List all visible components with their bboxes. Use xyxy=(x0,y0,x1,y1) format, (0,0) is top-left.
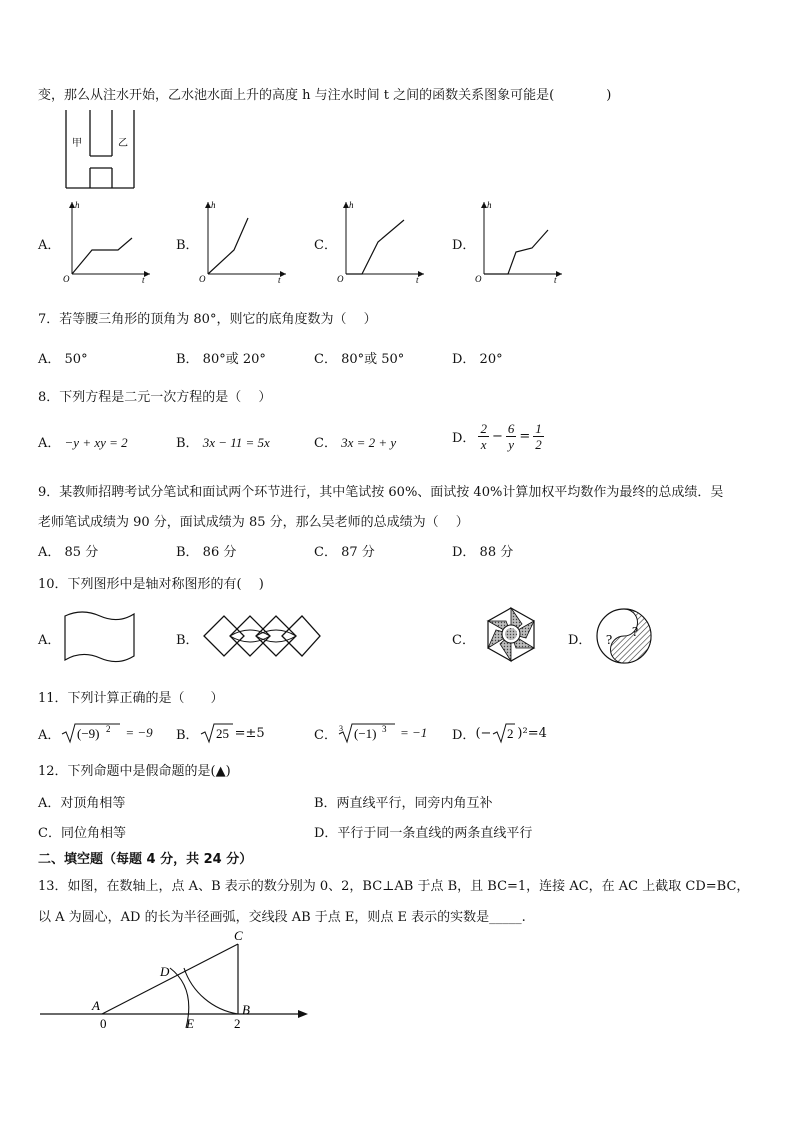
q8-label-a: A． xyxy=(38,436,61,451)
q11-option-b: B． 25 =±5 xyxy=(176,722,265,744)
q7-text: 7．若等腰三角形的顶角为 80°，则它的底角度数为（ ） xyxy=(38,312,377,327)
svg-text:(−1): (−1) xyxy=(353,726,377,741)
label-zero: 0 xyxy=(100,1016,107,1031)
q12-option-a: A．对顶角相等 xyxy=(38,796,126,811)
svg-text:t: t xyxy=(554,275,557,285)
svg-text:2: 2 xyxy=(106,724,111,734)
q12-option-c: C．同位角相等 xyxy=(38,826,126,841)
q10-figure-c-pinwheel xyxy=(482,606,540,664)
q8-option-d: D． $\frac{2}{x}$ − $\frac{6}{y}$ = $\frac{1}{2}$ xyxy=(452,420,542,452)
q6-text: 变，那么从注水开始，乙水池水面上升的高度 h 与注水时间 t 之间的函数关系图象可能是( ) xyxy=(38,88,612,103)
q8-label-b: B． xyxy=(176,436,199,451)
q13-number-line-figure xyxy=(38,928,310,1032)
q12-text: 12．下列命题中是假命题的是(▲) xyxy=(38,764,231,779)
q8-option-a xyxy=(38,432,128,451)
q7-option-c: C． 80°或 50° xyxy=(314,352,405,367)
q8-eq-a: −y + xy = 2 xyxy=(64,435,128,450)
q8-option-c xyxy=(314,432,396,451)
q10-option-b: B． xyxy=(176,633,199,648)
q6-graph-a xyxy=(60,198,155,286)
svg-text:h: h xyxy=(349,200,354,210)
q12-option-b: B．两直线平行，同旁内角互补 xyxy=(314,796,493,811)
q8-text: 8．下列方程是二元一次方程的是（ ） xyxy=(38,390,272,405)
q7-option-b: B． 80°或 20° xyxy=(176,352,266,367)
tank-label-yi: 乙 xyxy=(118,138,128,149)
q10-option-d: D． xyxy=(568,633,592,648)
q11-sqrt-b xyxy=(199,722,235,744)
q8-frac-2: $\frac{6}{y}$ xyxy=(507,420,515,452)
q6-graph-c xyxy=(334,198,429,286)
q8-eq-b: 3x − 11 = 5x xyxy=(202,435,270,450)
q9-option-c: C． 87 分 xyxy=(314,545,375,560)
svg-text:t: t xyxy=(142,275,145,285)
q10-figure-d-yinyang xyxy=(594,606,654,666)
q8-eq-c: 3x = 2 + y xyxy=(341,435,397,450)
svg-text:O: O xyxy=(337,274,344,284)
svg-text:3: 3 xyxy=(381,724,387,734)
q11-sqrt-d xyxy=(491,722,517,744)
q6-graph-d xyxy=(472,198,567,286)
svg-text:2: 2 xyxy=(507,726,514,741)
q11-text: 11．下列计算正确的是（ ） xyxy=(38,691,224,706)
tank-label-jia: 甲 xyxy=(72,138,82,149)
label-a: A xyxy=(92,998,100,1013)
label-e: E xyxy=(186,1016,194,1031)
qmark-right: ? xyxy=(632,625,639,640)
svg-text:h: h xyxy=(211,200,216,210)
q8-frac-3: $\frac{1}{2}$ xyxy=(535,420,542,452)
label-two: 2 xyxy=(234,1016,241,1031)
label-c: C xyxy=(234,928,243,943)
svg-text:t: t xyxy=(278,275,281,285)
q11-option-a: A． (−9) 2 = −9 xyxy=(38,724,153,743)
q12-option-d: D．平行于同一条直线的两条直线平行 xyxy=(314,826,533,841)
q10-figure-a-wave-rect xyxy=(62,608,138,668)
svg-text:h: h xyxy=(487,200,492,210)
q6-option-b: B． xyxy=(176,238,199,253)
q7-option-a: A． 50° xyxy=(38,352,88,367)
svg-text:3: 3 xyxy=(338,724,343,733)
q6-graph-b xyxy=(196,198,291,286)
section-title: 二、填空题（每题 4 分，共 24 分） xyxy=(38,852,253,867)
label-d: D xyxy=(160,964,170,979)
q6-option-d: D． xyxy=(452,238,476,253)
q11-cbrt-c xyxy=(337,722,397,744)
q10-text: 10．下列图形中是轴对称图形的有( ) xyxy=(38,577,264,592)
q11-option-c: C． 3 (−1) 3 = −1 xyxy=(314,724,428,743)
q10-option-a: A． xyxy=(38,633,61,648)
svg-text:O: O xyxy=(199,274,206,284)
svg-text:25: 25 xyxy=(215,726,229,741)
svg-text:O: O xyxy=(475,274,482,284)
svg-text:t: t xyxy=(416,275,419,285)
svg-text:(−9): (−9) xyxy=(77,726,100,741)
q8-label-c: C． xyxy=(314,436,337,451)
q9-option-b: B． 86 分 xyxy=(176,545,237,560)
qmark-left: ? xyxy=(606,633,613,648)
q10-option-c: C． xyxy=(452,633,475,648)
q9-option-a: A． 85 分 xyxy=(38,545,99,560)
q8-option-b xyxy=(176,432,270,451)
q13-line1: 13．如图，在数轴上，点 A、B 表示的数分别为 0、2，BC⊥AB 于点 B，且 BC=1，连接 AC，在 AC 上截取 CD=BC， xyxy=(38,879,750,894)
q6-tank-diagram xyxy=(60,106,140,190)
q6-option-c: C． xyxy=(314,238,337,253)
svg-text:h: h xyxy=(75,200,80,210)
q9-line2: 老师笔试成绩为 90 分，面试成绩为 85 分，那么吴老师的总成绩为（ ） xyxy=(38,515,469,530)
q8-frac-1: $\frac{2}{x}$ xyxy=(480,420,487,452)
q13-line2: 以 A 为圆心，AD 的长为半径画弧，交线段 AB 于点 E，则点 E 表示的实数是_____. xyxy=(38,910,526,925)
q8-label-d: D． xyxy=(452,430,476,446)
label-b: B xyxy=(242,1002,250,1017)
q10-figure-b-diamonds xyxy=(200,608,322,664)
q9-line1: 9．某教师招聘考试分笔试和面试两个环节进行，其中笔试按 60%、面试按 40%计算加权平均数作为最终的总成绩．吴 xyxy=(38,485,724,500)
q11-sqrt-a xyxy=(60,722,122,744)
q11-option-d: D． (− 2 )²=4 xyxy=(452,722,547,744)
q7-option-d: D． 20° xyxy=(452,352,503,367)
q9-option-d: D． 88 分 xyxy=(452,545,514,560)
svg-text:O: O xyxy=(63,274,70,284)
q6-option-a: A． xyxy=(38,238,61,253)
